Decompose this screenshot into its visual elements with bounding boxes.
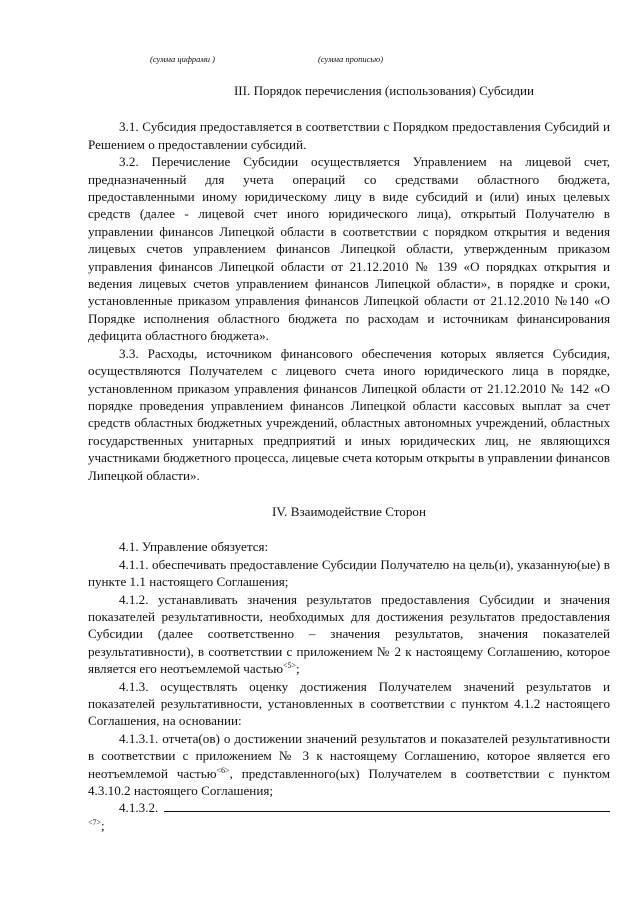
paragraph-4-1-3-2 <box>88 799 610 834</box>
paragraph-4-1: 4.1. Управление обязуется: <box>119 539 269 555</box>
footnote-ref-7: <7> <box>88 817 102 827</box>
paragraph-4-1-2-text: 4.1.2. устанавливать значения результатов предоставления Субсидии и значения показателей результативности, необходимых для достижения результатов предоставления Субсидии (далее соответственно – значения результатов, значения показателей результативности), в соответствии с приложением № 2 к настоящему Соглашению, которое является его неотъемлемой частью <box>88 591 610 677</box>
sum-in-digits-caption: (сумма цифрами ) <box>150 54 215 64</box>
paragraph-4-1-2-end: ; <box>296 661 300 677</box>
paragraph-4-1-3-1 <box>88 730 610 800</box>
paragraph-4-1-3-2-number: 4.1.3.2. <box>119 800 159 816</box>
paragraph-3-3: 3.3. Расходы, источником финансового обеспечения которых является Субсидия, осуществляются Получателем с лицевого счета иного юридического лица в порядке, установленном приказом управления финансов Липецкой области от 21.12.2010 № 142 «О порядке проведения управлением финансов Липецкой области кассовых выплат за счет средств областных бюджетных учреждений, областных автономных учреждений, областных государственных унитарных предприятий и иных юридических лиц, не являющихся участниками бюджетного процесса, лицевые счета которым открыты в управлении финансов Липецкой области». <box>88 345 610 483</box>
paragraph-4-1-2 <box>88 591 610 678</box>
paragraph-4-1-3-1-text-b: , представленного(ых) Получателем в соответствии с пунктом 4.3.10.2 настоящего Соглашения; <box>88 765 610 799</box>
section-3-heading: III. Порядок перечисления (использования) Субсидии <box>233 83 535 98</box>
paragraph-4-1-1: 4.1.1. обеспечивать предоставление Субсидии Получателю на цель(и), указанную(ые) в пункте 1.1 настоящего Соглашения; <box>88 556 610 590</box>
section-4-heading: IV. Взаимодействие Сторон <box>272 503 426 519</box>
sum-in-words-caption: (сумма прописью) <box>318 54 384 64</box>
paragraph-4-1-3: 4.1.3. осуществлять оценку достижения Получателем значений результатов и показателей результативности, установленных в соответствии с пунктом 4.1.2 настоящего Соглашения, на основании: <box>88 678 610 729</box>
paragraph-3-2: 3.2. Перечисление Субсидии осуществляется Управлением на лицевой счет, предназначенный для учета операций со средствами областного бюджета, предоставленными иному юридическому лицу в виде субсидий и (или) иных целевых средств (далее - лицевой счет иного юридического лица), открытый Получателю в управлении финансов Липецкой области в соответствии с порядком открытия и ведения лицевых счетов управлением финансов Липецкой области, утвержденным приказом управления финансов Липецкой области от 21.12.2010 № 139 «О порядках открытия и ведения лицевых счетов управлением финансов Липецкой области», в порядке и сроки, установленные приказом управления финансов Липецкой области от 21.12.2010 №140 «О Порядке исполнения областного бюджета по расходам и источникам финансирования дефицита областного бюджета». <box>88 154 610 344</box>
footnote-ref-5: <5> <box>283 661 297 671</box>
paragraph-3-1: 3.1. Субсидия предоставляется в соответствии с Порядком предоставления Субсидий и Решением о предоставлении субсидий. <box>88 119 610 152</box>
paragraph-4-1-3-2-end: ; <box>101 817 105 833</box>
amount-caption-row <box>0 54 640 68</box>
paragraph-4-1-3-1-text-a: 4.1.3.1. отчета(ов) о достижении значений результатов и показателей результативности в соответствии с приложением № 3 к настоящему Соглашению, которое является его неотъемлемой частью <box>88 730 610 781</box>
document-body <box>88 82 610 834</box>
footnote-ref-6: <6> <box>216 765 230 775</box>
fill-in-blank-line <box>164 799 610 812</box>
